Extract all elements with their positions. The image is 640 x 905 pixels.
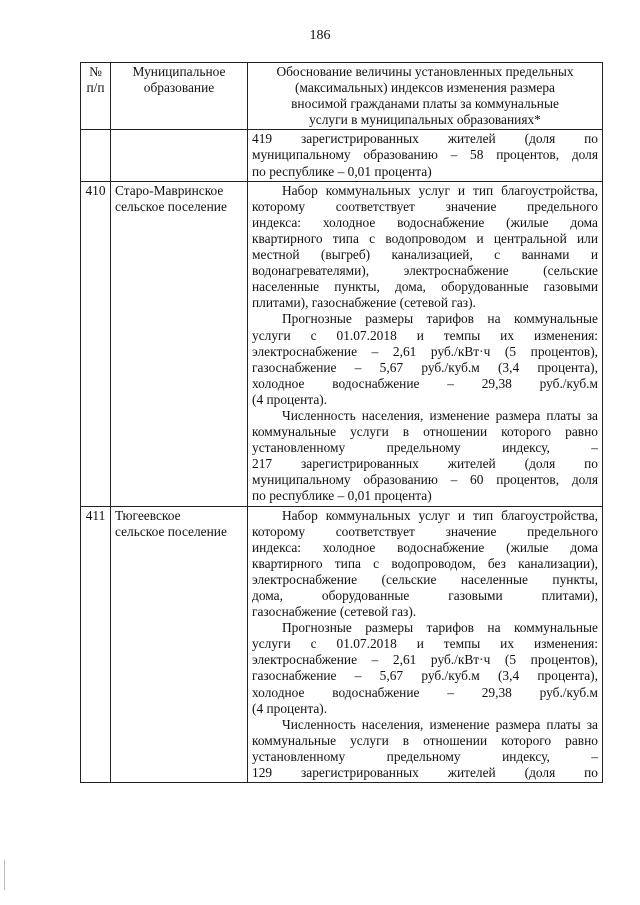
text-line: Набор коммунальных услуг и тип благоустройства,	[282, 182, 598, 198]
text-line: населенные пункты, дома, оборудованные газовыми	[252, 279, 598, 295]
text-line: газоснабжение – 5,67 руб./куб.м (3,4 процента),	[252, 359, 598, 375]
header-num-line: №	[89, 64, 102, 79]
text-line: газоснабжение (сетевой газ).	[252, 604, 417, 620]
text-line: Прогнозные размеры тарифов на коммунальные	[282, 311, 598, 327]
text-line: местной (выгреб) канализацией, с ваннами и	[252, 247, 598, 263]
paragraph-population	[252, 408, 598, 505]
paragraph-tariffs	[252, 311, 598, 408]
text-line: дома, оборудованные газовыми плитами),	[252, 588, 598, 603]
header-municipality-line: образование	[143, 80, 215, 96]
cell-justification	[248, 181, 603, 506]
text-line: Численность населения, изменение размера платы за	[282, 716, 598, 732]
text-line: 419 зарегистрированных жителей (доля по	[252, 131, 598, 147]
municipality-name-line: Тюгеевское	[115, 507, 181, 523]
text-line: (4 процента).	[252, 391, 328, 407]
text-line: коммунальные услуги в отношении которого равно	[252, 424, 598, 440]
text-line: установленному предельному индексу, –	[252, 440, 598, 456]
cell-municipality	[111, 130, 248, 181]
text-line: квартирного типа с водопроводом и центральной или	[252, 230, 598, 246]
text-line: услуги с 01.07.2018 и темпы их изменения:	[252, 327, 598, 343]
text-line: Набор коммунальных услуг и тип благоустройства,	[282, 507, 598, 523]
cell-num: 410	[81, 181, 111, 506]
text-line: квартирного типа с водопроводом, без канализации),	[252, 555, 598, 571]
text-line: 217 зарегистрированных жителей (доля по	[252, 456, 598, 472]
header-municipality-line: Муниципальное	[132, 64, 226, 79]
header-justification	[248, 63, 603, 130]
paragraph-utilities-set	[252, 508, 598, 621]
municipality-name-line: сельское поселение	[115, 198, 227, 214]
text-line: Численность населения, изменение размера платы за	[282, 407, 598, 423]
header-num-line: п/п	[86, 80, 105, 96]
paragraph-population	[252, 717, 598, 781]
text-line: которому соответствует значение предельного	[252, 523, 598, 539]
page-number: 186	[309, 28, 331, 43]
table-row-411	[81, 506, 603, 783]
text-line: установленному предельному индексу, –	[252, 748, 598, 764]
table-row-continuation	[81, 130, 603, 181]
text-line: по республике – 0,01 процента)	[252, 488, 432, 504]
header-justification-line: (максимальных) индексов изменения размера	[295, 80, 555, 96]
paragraph-utilities-set	[252, 183, 598, 312]
text-line: электроснабжение – 2,61 руб./кВт·ч (5 процентов),	[252, 343, 598, 359]
municipality-name-line: Старо-Мавринское	[115, 182, 224, 198]
text-line: газоснабжение – 5,67 руб./куб.м (3,4 процента),	[252, 668, 598, 684]
text-line: холодное водоснабжение – 29,38 руб./куб.м	[252, 375, 598, 391]
text-line: муниципальному образованию – 58 процентов, доля	[252, 147, 598, 163]
text-line: плитами), газоснабжение (сетевой газ).	[252, 295, 476, 311]
cell-num	[81, 130, 111, 181]
text-line: 129 зарегистрированных жителей (доля по	[252, 765, 598, 781]
header-justification-line: Обоснование величины установленных предельных	[276, 64, 574, 79]
text-line: по республике – 0,01 процента)	[252, 163, 432, 179]
text-line: муниципальному образованию – 60 процентов, доля	[252, 472, 598, 488]
text-line: водонагревателями), электроснабжение (сельские	[252, 263, 598, 279]
scan-edge-mark	[4, 860, 5, 890]
cell-justification	[248, 506, 603, 783]
tariff-index-table	[80, 62, 603, 783]
header-num	[81, 63, 111, 130]
header-municipality	[111, 63, 248, 130]
cell-municipality	[111, 181, 248, 506]
text-line: индекса: холодное водоснабжение (жилые дома	[252, 214, 598, 230]
text-line: (4 процента).	[252, 700, 328, 716]
paragraph-tariffs	[252, 620, 598, 717]
text-line: Прогнозные размеры тарифов на коммунальные	[282, 620, 598, 636]
text-line: коммунальные услуги в отношении которого равно	[252, 732, 598, 748]
text-line: холодное водоснабжение – 29,38 руб./куб.м	[252, 684, 598, 700]
text-line: индекса: холодное водоснабжение (жилые дома	[252, 539, 598, 555]
text-line: электроснабжение – 2,61 руб./кВт·ч (5 процентов),	[252, 652, 598, 668]
cell-municipality	[111, 506, 248, 783]
table-row-410	[81, 181, 603, 506]
municipality-name-line: сельское поселение	[115, 523, 227, 539]
text-line: услуги с 01.07.2018 и темпы их изменения:	[252, 636, 598, 652]
cell-num: 411	[81, 506, 111, 783]
header-justification-line: вносимой гражданами платы за коммунальные	[291, 96, 559, 112]
text-line: которому соответствует значение предельного	[252, 198, 598, 214]
table-header-row	[81, 63, 603, 130]
header-justification-line: услуги в муниципальных образованиях*	[309, 112, 541, 128]
cell-justification	[248, 130, 603, 181]
text-line: электроснабжение (сельские населенные пункты,	[252, 571, 598, 587]
